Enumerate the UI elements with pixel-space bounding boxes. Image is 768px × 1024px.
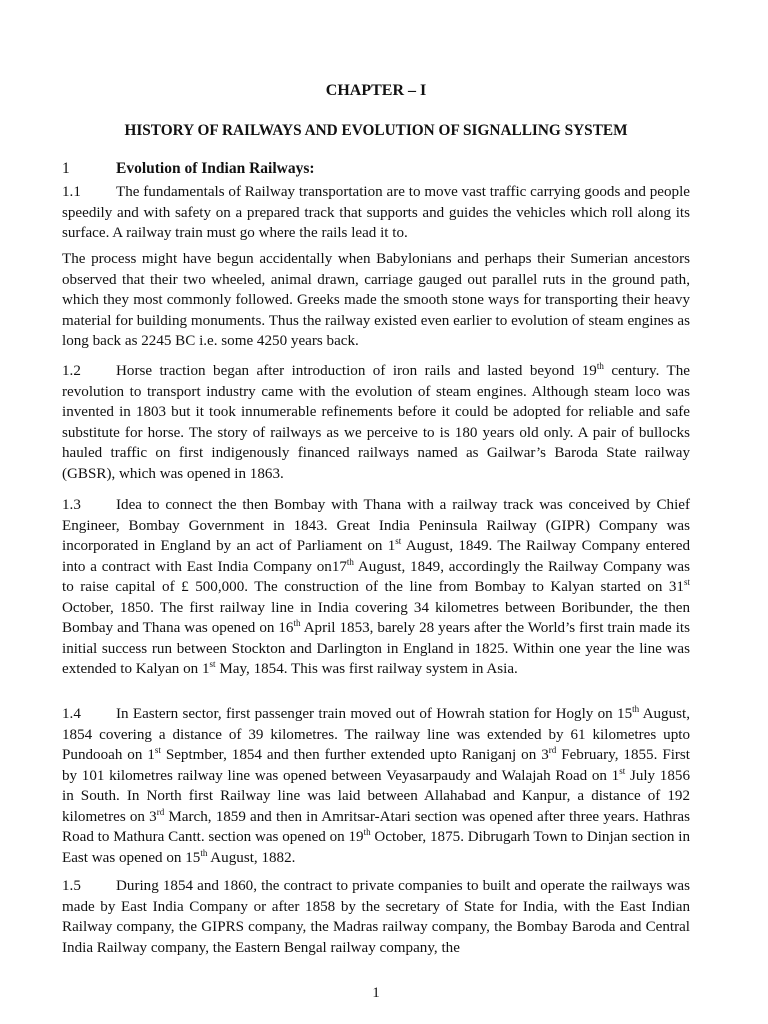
paragraph-1-4 [62,704,690,868]
paragraph-text: In Eastern sector, first passenger train moved out of Howrah station for Hogly on 15 [116,706,633,722]
chapter-heading: CHAPTER – I [325,82,427,99]
paragraph-1-2 [62,361,690,484]
paragraph-text: March, 1859 and then in Amritsar-Atari section was opened after three years. Hathras Road to Mathura Cantt. section was opened on 19 [62,808,691,845]
paragraph-1-5 [62,876,690,958]
superscript: rd [156,806,165,817]
superscript: st [619,765,626,776]
paragraph-1-3 [62,495,690,680]
paragraph-text: February, 1855. First by 101 kilometres railway line was opened between Veyasarpaudy and Walajah Road on 1 [62,747,690,784]
superscript: th [363,827,371,837]
superscript: th [293,618,301,628]
paragraph-text: The fundamentals of Railway transportation are to move vast traffic carrying goods and people speedily and with safety on a prepared track that supports and guides the vehicles which roll along its surface. A railway train must go where the rails lead it to. [62,184,690,241]
superscript: st [683,577,690,587]
paragraph-number: 1.3 [62,497,81,513]
superscript: th [200,847,208,858]
paragraph-text: The process might have begun accidentally when Babylonians and perhaps their Sumerian ancestors observed that their two wheeled, animal drawn, carriage gauged out parallel ruts in the ground path, which they most commonly followed. Greeks made the smooth stone ways for transporting their heavy material for building monuments. Thus the railway existed even earlier to evolution of steam engines as long back as 2245 BC i.e. some 4250 years back. [62,251,690,349]
paragraph-text: century. The revolution to transport industry came with the evolution of steam engines. Although steam loco was invented in 1803 but it took innumerable refinements before it could be adopted for reliable and safe substitute for horse. The story of railways as we perceive to is 180 years old only. A pair of bullocks hauled traffic on first indigenously financed railways named as Gailwar’s Baroda State railway (GBSR), which was opened in 1863. [62,363,690,482]
section-title: Evolution of Indian Railways: [116,160,315,177]
paragraph-text: During 1854 and 1860, the contract to private companies to built and operate the railways was made by East India Company or after 1858 by the secretary of State for India, with the East Indian Railway company, the GIPRS company, the Madras railway company, the Bombay Baroda and Central India Railway company, the Eastern Bengal railway company, the [62,878,690,956]
paragraph-text: August, 1882. [207,849,296,866]
page-number: 1 [372,985,380,1001]
paragraph-number: 1.5 [62,878,81,894]
section-number: 1 [62,160,70,177]
paragraph-text: May, 1854. This was first railway system in Asia. [215,661,518,677]
paragraph-number: 1.1 [62,184,81,200]
paragraph-1-1-continued [62,249,690,352]
superscript: th [596,361,604,371]
paragraph-text: August, 1849. The Railway Company entered into a contract with East India Company on17 [62,538,690,575]
section-heading [62,160,690,178]
paragraph-number: 1.4 [62,706,81,722]
paragraph-text: April 1853, barely 28 years after the World’s first train made its initial success run between Stockton and Darlington in England in 1825. Within one year the line was extended to Kalyan on 1 [62,620,690,677]
paragraph-1-1 [62,182,690,244]
paragraph-text: Septmber, 1854 and then further extended upto Raniganj on 3 [160,747,549,763]
paragraph-text: July 1856 in South. In North first Railway line was laid between Allahabad and Kanpur, a distance of 192 kilometres on 3 [62,767,690,825]
superscript: st [395,536,402,546]
page-title: HISTORY OF RAILWAYS AND EVOLUTION OF SIGNALLING SYSTEM [124,122,628,139]
paragraph-text: Idea to connect the then Bombay with Thana with a railway track was conceived by Chief Engineer, Bombay Government in 1843. Great India Peninsula Railway (GIPR) Company was incorporated in England by an act of Parliament on 1 [62,497,690,554]
superscript: st [154,745,161,755]
paragraph-number: 1.2 [62,363,81,379]
paragraph-text: Horse traction began after introduction of iron rails and lasted beyond 19 [116,363,597,379]
paragraph-text: August, 1849, accordingly the Railway Company was to raise capital of £ 500,000. The construction of the line from Bombay to Kalyan started on 31 [62,558,691,595]
superscript: st [209,659,216,669]
paragraph-text: October, 1850. The first railway line in India covering 34 kilometres between Boribunder, the then Bombay and Thana was opened on 16 [62,599,690,636]
paragraph-text: August, 1854 covering a distance of 39 kilometres. The railway line was extended by 61 kilometres upto Pundooah on 1 [62,706,690,763]
paragraph-text: October, 1875. Dibrugarh Town to Dinjan section in East was opened on 15 [62,829,690,866]
superscript: rd [548,745,557,755]
superscript: th [632,704,640,714]
superscript: th [346,556,354,567]
